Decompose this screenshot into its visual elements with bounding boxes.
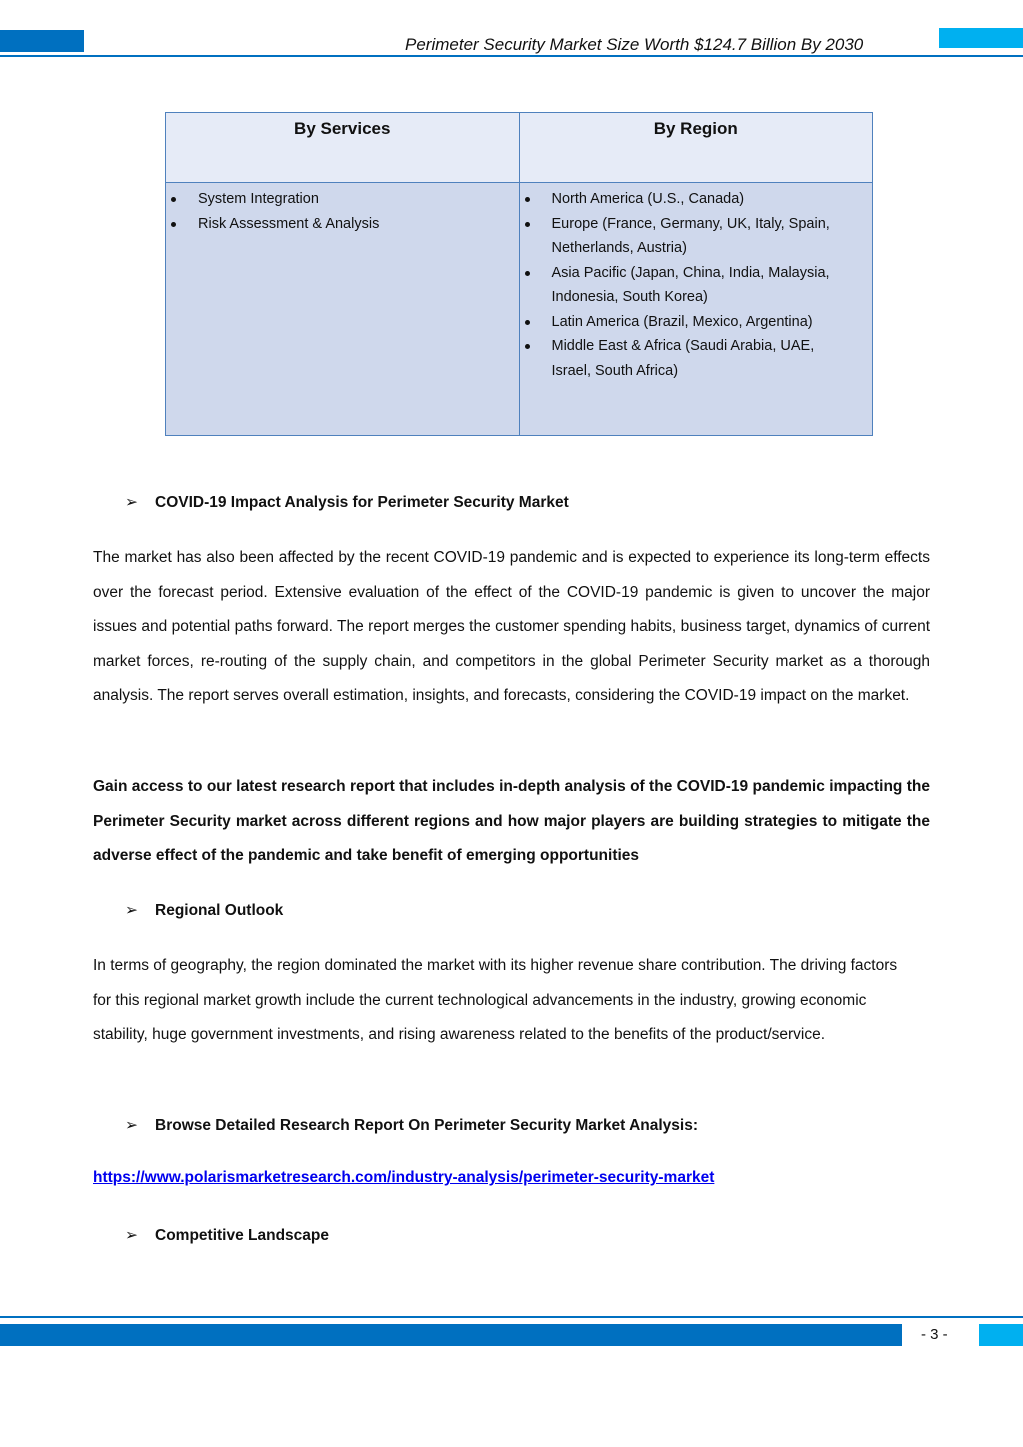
segmentation-table (165, 112, 873, 436)
arrow-bullet-icon: ➢ (125, 902, 138, 919)
services-column-heading: By Services (166, 113, 520, 183)
segmentation-body-row (166, 183, 873, 436)
services-list (166, 187, 519, 236)
segmentation-header-row (166, 113, 873, 183)
regions-cell (519, 183, 873, 436)
list-item: Europe (France, Germany, UK, Italy, Spain, Netherlands, Austria) (520, 212, 873, 261)
report-link[interactable]: https://www.polarismarketresearch.com/industry-analysis/perimeter-security-market (93, 1169, 715, 1186)
regional-heading-text: Regional Outlook (155, 902, 284, 919)
covid-heading-text: COVID-19 Impact Analysis for Perimeter Security Market (155, 494, 569, 511)
page-number: - 3 - (921, 1326, 948, 1343)
footer-rule (0, 1316, 1023, 1318)
competitive-heading (125, 1226, 329, 1245)
list-item: North America (U.S., Canada) (520, 187, 873, 212)
list-item: System Integration (166, 187, 519, 212)
footer-bar (0, 1324, 902, 1346)
footer-accent-right (979, 1324, 1023, 1346)
arrow-bullet-icon: ➢ (125, 1117, 138, 1134)
browse-heading-text: Browse Detailed Research Report On Perimeter Security Market Analysis: (155, 1117, 698, 1134)
list-item: Latin America (Brazil, Mexico, Argentina) (520, 310, 873, 335)
list-item: Middle East & Africa (Saudi Arabia, UAE, Israel, South Africa) (520, 334, 873, 383)
competitive-heading-text: Competitive Landscape (155, 1227, 329, 1244)
covid-heading (125, 493, 569, 512)
arrow-bullet-icon: ➢ (125, 494, 138, 511)
header-accent-right (939, 28, 1023, 48)
regional-paragraph: In terms of geography, the region dominated the market with its higher revenue share contribution. The driving factors for this regional market growth include the current technological advancements in the industry, growing economic stability, huge government investments, and rising awareness related to the benefits of the product/service. (93, 957, 898, 1044)
regions-list (520, 187, 873, 383)
region-column-heading: By Region (519, 113, 873, 183)
regional-heading (125, 901, 283, 920)
header-title: Perimeter Security Market Size Worth $124.7 Billion By 2030 (405, 35, 864, 54)
arrow-bullet-icon: ➢ (125, 1227, 138, 1244)
list-item: Risk Assessment & Analysis (166, 212, 519, 237)
browse-heading (125, 1116, 698, 1135)
services-cell (166, 183, 520, 436)
covid-paragraph: The market has also been affected by the recent COVID-19 pandemic and is expected to experience its long-term effects over the forecast period. Extensive evaluation of the effect of the COVID-19 pandemic is given to uncover the major issues and potential paths forward. The report merges the customer spending habits, business target, dynamics of current market forces, re-routing of the supply chain, and competitors in the global Perimeter Security market as a thorough analysis. The report serves overall estimation, insights, and forecasts, considering the COVID-19 impact on the market. (93, 549, 930, 705)
covid-cta-paragraph: Gain access to our latest research report that includes in-depth analysis of the COVID-19 pandemic impacting the Perimeter Security market across different regions and how major players are building strategies to mitigate the adverse effect of the pandemic and take benefit of emerging opportunities (93, 778, 930, 865)
list-item: Asia Pacific (Japan, China, India, Malaysia, Indonesia, South Korea) (520, 261, 873, 310)
header-rule (0, 55, 1023, 57)
header-accent-left (0, 30, 84, 52)
